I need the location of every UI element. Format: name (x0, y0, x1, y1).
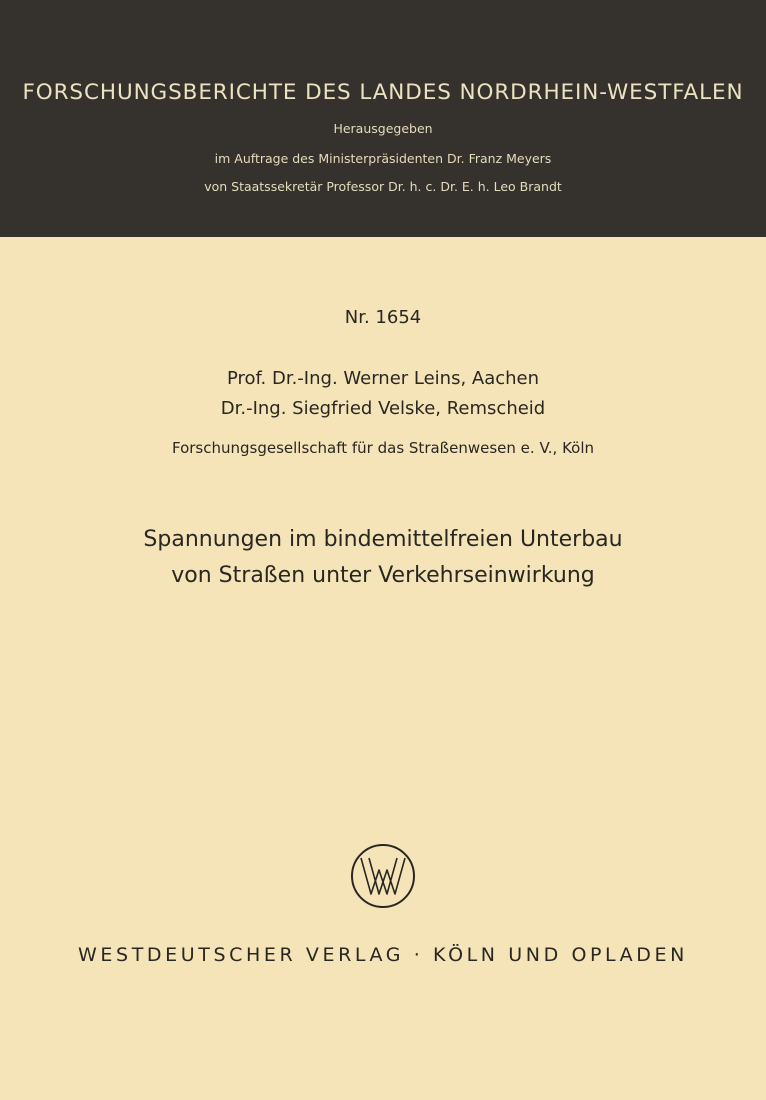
editor-line-herausgegeben: Herausgegeben (333, 121, 433, 136)
book-title-line-1: Spannungen im bindemittelfreien Unterbau (143, 527, 623, 552)
author-1: Prof. Dr.-Ing. Werner Leins, Aachen (226, 368, 540, 389)
editor-line-ministerpraesident: im Auftrage des Ministerpräsidenten Dr. Franz Meyers (214, 151, 552, 166)
header-band (0, 0, 766, 237)
series-title: FORSCHUNGSBERICHTE DES LANDES NORDRHEIN-WESTFALEN (22, 80, 744, 105)
institution: Forschungsgesellschaft für das Straßenwesen e. V., Köln (171, 439, 595, 457)
issue-number: Nr. 1654 (344, 307, 422, 328)
publisher-logo-icon (350, 843, 416, 909)
author-2: Dr.-Ing. Siegfried Velske, Remscheid (220, 398, 546, 419)
publisher-imprint: WESTDEUTSCHER VERLAG · KÖLN UND OPLADEN (78, 944, 688, 966)
editor-line-staatssekretaer: von Staatssekretär Professor Dr. h. c. Dr. E. h. Leo Brandt (204, 179, 562, 194)
book-title-line-2: von Straßen unter Verkehrseinwirkung (171, 563, 595, 588)
